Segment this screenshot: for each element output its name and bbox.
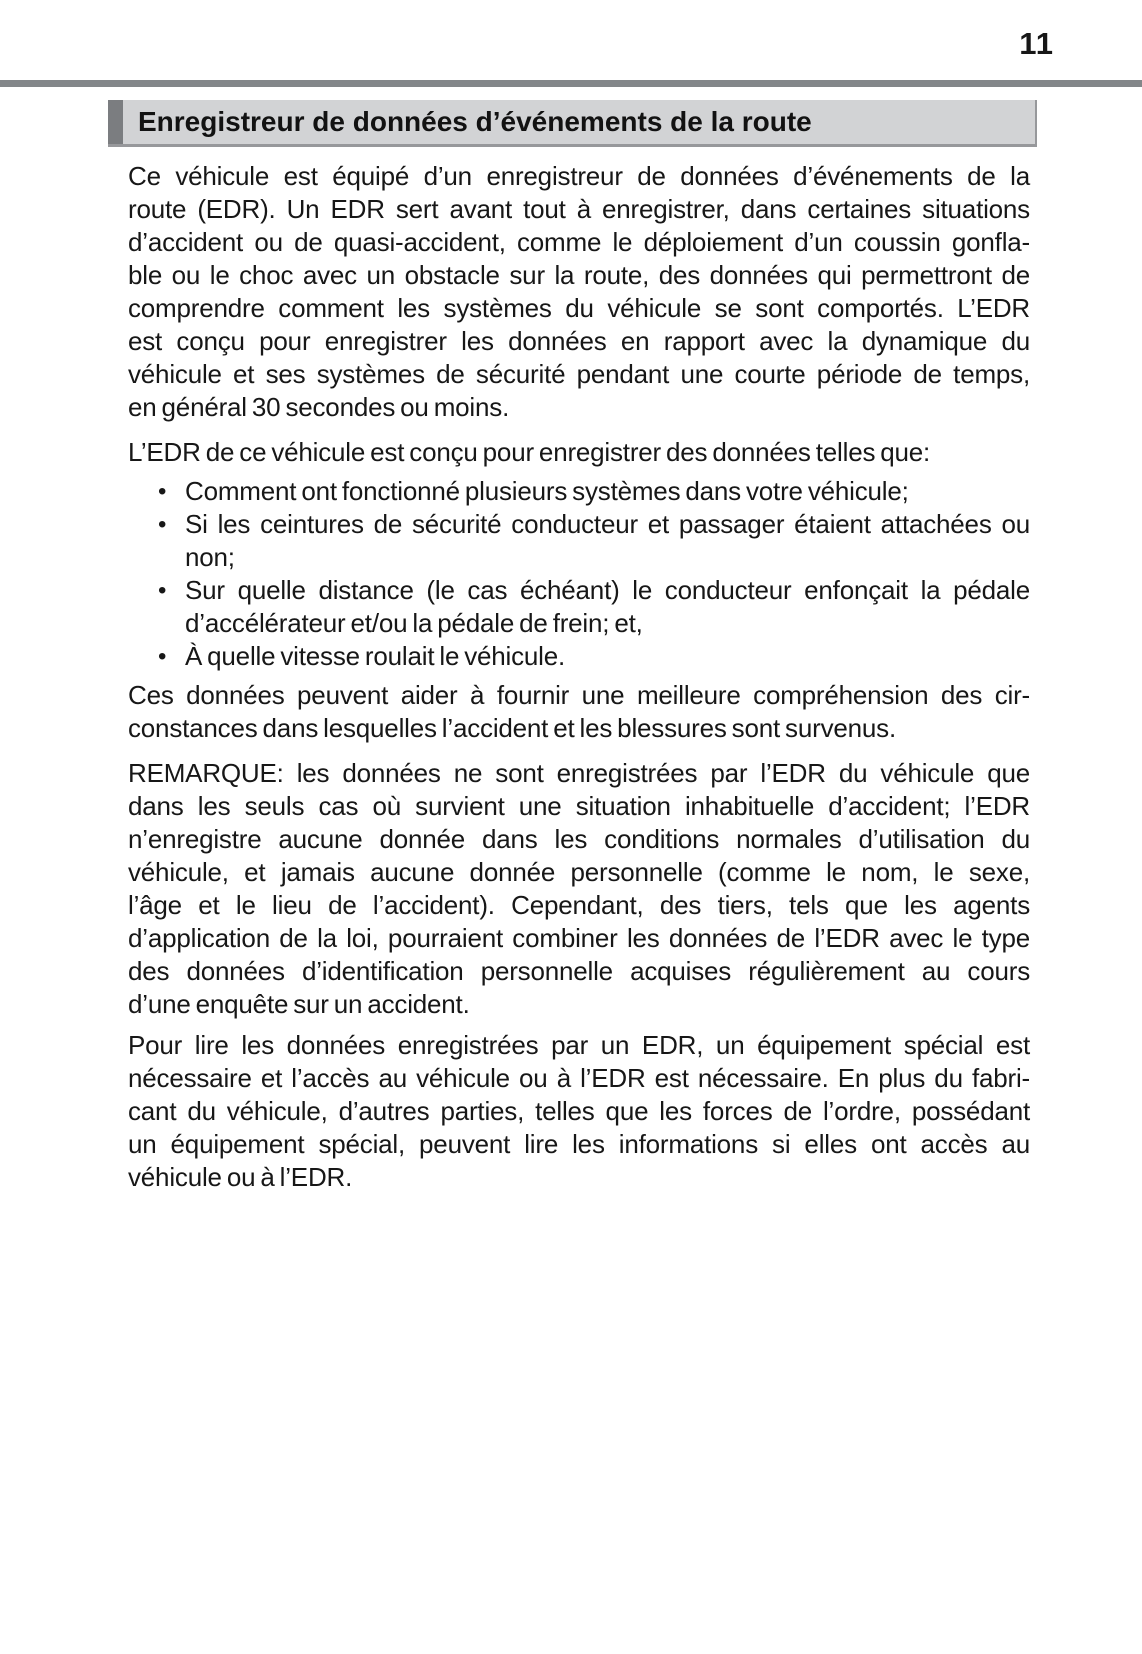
paragraph — [128, 757, 1030, 1021]
bullet-text — [185, 640, 1030, 673]
text-line: en général 30 secondes ou moins. — [128, 392, 510, 422]
list-item — [128, 508, 1030, 574]
bullet-list — [128, 475, 1030, 673]
text-line: À quelle vitesse roulait le véhicule. — [185, 641, 566, 671]
section-title: Enregistreur de données d’événements de la route — [138, 106, 812, 137]
text-line: des données d’identification personnelle acquises régulièrement au cours — [128, 956, 1030, 986]
text-line: ble ou le choc avec un obstacle sur la route, des données qui permettront de — [128, 260, 1030, 290]
text-line: d’application de la loi, pourraient combiner les données de l’EDR avec le type — [128, 923, 1030, 953]
bullet-icon: • — [158, 577, 167, 604]
text-line: L’EDR de ce véhicule est conçu pour enregistrer des données telles que: — [128, 437, 931, 467]
text-line: Pour lire les données enregistrées par un EDR, un équipement spécial est — [128, 1030, 1030, 1060]
text-line: Ces données peuvent aider à fournir une meilleure compréhension des cir- — [128, 680, 1030, 710]
text-line: véhicule et ses systèmes de sécurité pendant une courte période de temps, — [128, 359, 1030, 389]
text-line: d’accident ou de quasi-accident, comme le déploiement d’un coussin gonfla- — [128, 227, 1030, 257]
paragraph — [128, 1029, 1030, 1194]
text-line: Comment ont fonctionné plusieurs systèmes dans votre véhicule; — [185, 476, 909, 506]
text-line: un équipement spécial, peuvent lire les informations si elles ont accès au — [128, 1129, 1030, 1159]
text-line: Ce véhicule est équipé d’un enregistreur de données d’événements de la — [128, 161, 1030, 191]
content — [128, 160, 1030, 1194]
bullet-text — [185, 508, 1030, 574]
text-line: non; — [185, 542, 235, 572]
text-line: véhicule, et jamais aucune donnée personnelle (comme le nom, le sexe, — [128, 857, 1030, 887]
text-line: Si les ceintures de sécurité conducteur et passager étaient attachées ou — [185, 509, 1030, 539]
text-line: d’accélérateur et/ou la pédale de frein; et, — [185, 608, 643, 638]
text-line: nécessaire et l’accès au véhicule ou à l’EDR est nécessaire. En plus du fabri- — [128, 1063, 1030, 1093]
text-line: n’enregistre aucune donnée dans les conditions normales d’utilisation du — [128, 824, 1030, 854]
bullet-text — [185, 475, 1030, 508]
text-line: REMARQUE: les données ne sont enregistrées par l’EDR du véhicule que — [128, 758, 1030, 788]
section-header — [108, 100, 1037, 147]
text-line: d’une enquête sur un accident. — [128, 989, 470, 1019]
text-line: Sur quelle distance (le cas échéant) le conducteur enfonçait la pédale — [185, 575, 1030, 605]
text-line: l’âge et le lieu de l’accident). Cependant, des tiers, tels que les agents — [128, 890, 1030, 920]
paragraph — [128, 436, 1030, 469]
text-line: constances dans lesquelles l’accident et les blessures sont survenus. — [128, 713, 896, 743]
text-line: véhicule ou à l’EDR. — [128, 1162, 353, 1192]
bullet-text — [185, 574, 1030, 640]
paragraph — [128, 160, 1030, 424]
bullet-icon: • — [158, 511, 167, 538]
list-item — [128, 475, 1030, 508]
section-header-accent — [108, 100, 123, 144]
paragraph — [128, 679, 1030, 745]
text-line: route (EDR). Un EDR sert avant tout à enregistrer, dans certaines situations — [128, 194, 1030, 224]
top-rule-divider — [0, 80, 1142, 87]
text-line: cant du véhicule, d’autres parties, telles que les forces de l’ordre, possédant — [128, 1096, 1030, 1126]
text-line: est conçu pour enregistrer les données en rapport avec la dynamique du — [128, 326, 1030, 356]
bullet-icon: • — [158, 643, 167, 670]
text-line: dans les seuls cas où survient une situation inhabituelle d’accident; l’EDR — [128, 791, 1030, 821]
list-item — [128, 640, 1030, 673]
text-line: comprendre comment les systèmes du véhicule se sont comportés. L’EDR — [128, 293, 1030, 323]
page-number: 11 — [1019, 26, 1054, 61]
list-item — [128, 574, 1030, 640]
bullet-icon: • — [158, 478, 167, 505]
